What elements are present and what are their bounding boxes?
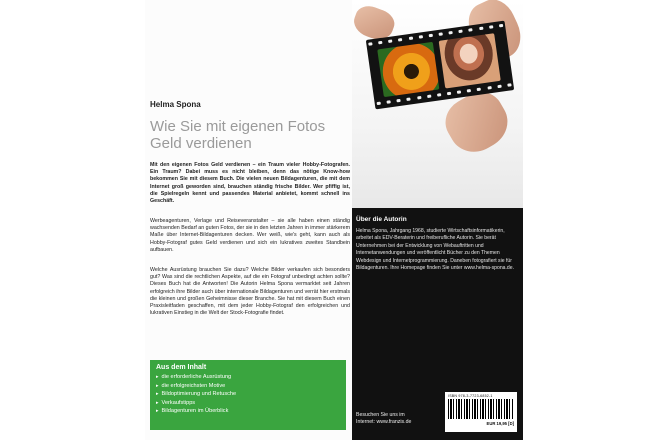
title-line-2: Geld verdienen xyxy=(150,135,252,152)
about-author-text: Helma Spona, Jahrgang 1968, studierte Wirtschaftsinformatikerin, arbeitet als EDV-Beraterin und freiberufliche Autorin. Sie berät Unternehmen bei der Entwicklung von Webauftritten und Internetanwendungen und veröffentlicht Bücher zu den Themen Webdesign und Internetprogrammierung. Daneben fotografiert sie für Bildagenturen. Ihre Homepage finden Sie unter www.helma-spona.de. xyxy=(356,228,515,272)
title-line-1: Wie Sie mit eigenen Fotos xyxy=(150,118,326,135)
book-title xyxy=(150,118,350,152)
price-text: EUR 19,95 [D] xyxy=(486,421,514,426)
author-name: Helma Spona xyxy=(150,100,201,109)
intro-paragraph: Mit den eigenen Fotos Geld verdienen – ein Traum vieler Hobby-Fotografen. Ein Traum? Dabei muss es nicht bleiben, denn das nötige Know-how bekommen Sie mit diesem Buch. Die vielen neuen Bildagenturen, die mit dem Internet groß geworden sind, brauchen ständig frische Bilder. Wer pfiffig ist, die Spielregeln kennt und passendes Material anbietet, kommt schnell ins Geschäft. xyxy=(150,162,350,205)
questions-paragraph: Welche Ausrüstung brauchen Sie dazu? Welche Bilder verkaufen sich besonders gut? Was sind die rechtlichen Aspekte, auf die ein Fotograf unbedingt achten sollte? Dieses Buch hat die Antworten! Die Autorin Helma Spona vermarktet seit Jahren erfolgreich ihre Bilder auch über internationale Bildagenturen und verrät hier erstmals die kleinen und großen Geheimnisse dieser Branche. Sie hat mit diesem Buch einen Praxisleitfaden geschaffen, mit dem jeder Hobby-Fotograf den erfolgreichen und lukrativen Einstieg in die Welt der Stock-Fotografie findet. xyxy=(150,267,350,317)
contents-title: Aus dem Inhalt xyxy=(156,364,207,371)
barcode-icon xyxy=(448,399,514,419)
contents-item: ▸ Verkaufstipps xyxy=(156,399,340,408)
contents-box xyxy=(150,360,346,430)
contents-item: ▸ Bildoptimierung und Retusche xyxy=(156,390,340,399)
contents-item: ▸ die erfolgreichsten Motive xyxy=(156,382,340,391)
cover-photo xyxy=(352,0,523,208)
about-author-title: Über die Autorin xyxy=(356,216,407,223)
visit-line-2: Internet: www.franzis.de xyxy=(356,419,412,425)
barcode-box xyxy=(445,392,517,432)
film-frame-portrait xyxy=(439,33,501,88)
contents-list xyxy=(156,373,340,416)
publisher-website xyxy=(356,412,411,426)
film-frame-flower-bee xyxy=(377,42,439,97)
visit-line-1: Besuchen Sie uns im xyxy=(356,412,405,418)
isbn-text: ISBN 978-3-7723-6852-1 xyxy=(448,394,493,398)
contents-item: ▸ Bildagenturen im Überblick xyxy=(156,407,340,416)
contents-item: ▸ die erforderliche Ausrüstung xyxy=(156,373,340,382)
market-paragraph: Werbeagenturen, Verlage und Reiseveranstalter – sie alle haben einen ständig wachsenden Bedarf an guten Fotos, der sie in den letzten Jahren in immer stärkerem Maße über Internet-Bildagenturen decken. Wer weiß, wie's geht, kann auch als Hobby-Fotograf gutes Geld verdienen und sich ein lukratives zweites Standbein aufbauen. xyxy=(150,218,350,253)
